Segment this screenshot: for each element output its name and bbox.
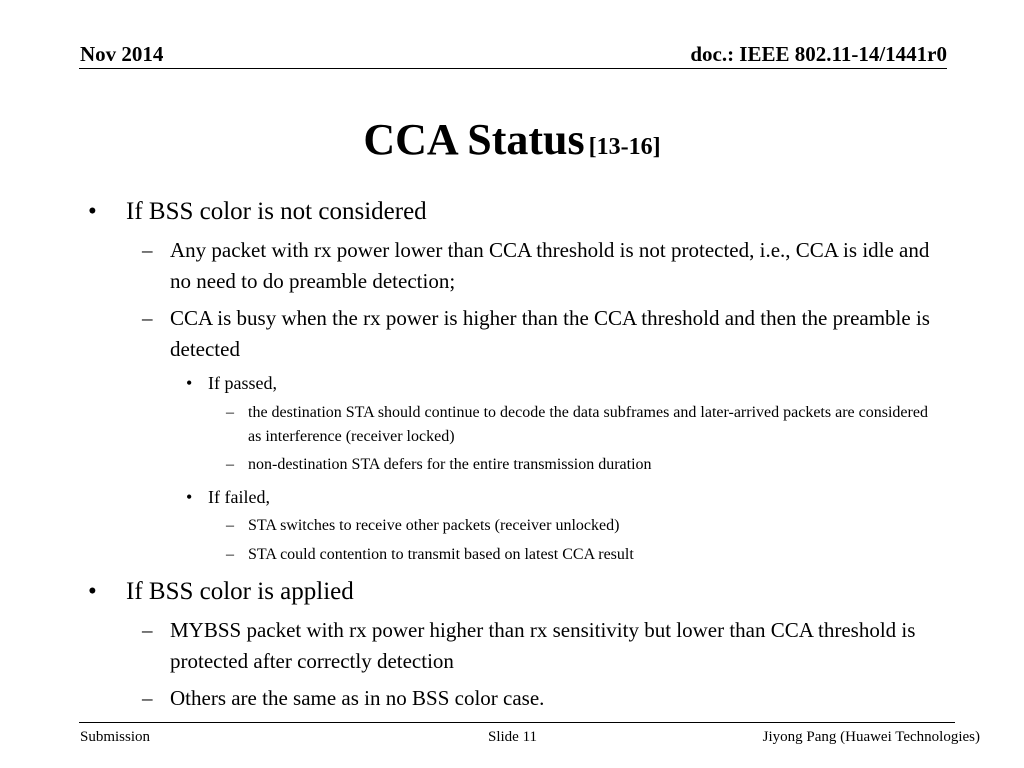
- item-sta-contention: [226, 543, 938, 567]
- dash-marker: –: [226, 517, 234, 534]
- title-reference: [13-16]: [588, 134, 661, 160]
- header-doc-id: doc.: IEEE 802.11-14/1441r0: [690, 42, 947, 66]
- bullet-marker: •: [88, 578, 97, 605]
- sub-bullet-text: Others are the same as in no BSS color case.: [170, 686, 545, 710]
- title-main: CCA Status: [363, 115, 585, 164]
- dash-marker: –: [226, 404, 234, 421]
- bullet-marker: •: [186, 487, 193, 507]
- item-destination-sta: [226, 401, 938, 449]
- sub-bullet-others-same: [142, 683, 940, 714]
- item-text: non-destination STA defers for the entire transmission duration: [248, 456, 652, 473]
- sub-bullet-text: MYBSS packet with rx power higher than rx sensitivity but lower than CCA threshold is protected after correctly detection: [170, 618, 916, 673]
- header-date: Nov 2014: [80, 42, 164, 66]
- sub-bullet-cca-busy: [142, 303, 940, 365]
- item-non-destination-sta: [226, 453, 938, 477]
- item-text: the destination STA should continue to decode the data subframes and later-arrived packets are considered as interference (receiver locked): [248, 404, 928, 445]
- dash-marker: –: [226, 456, 234, 473]
- item-text: STA switches to receive other packets (receiver unlocked): [248, 517, 620, 534]
- dash-marker: –: [142, 618, 153, 642]
- bullet-if-failed: [186, 485, 928, 509]
- slide-title: [0, 110, 1024, 180]
- header-divider: [79, 68, 947, 69]
- footer-slide-number: Slide 11: [488, 729, 538, 745]
- bullet-text: If failed,: [208, 487, 270, 507]
- bullet-bss-color-applied: [88, 577, 926, 607]
- dash-marker: –: [142, 238, 153, 262]
- dash-marker: –: [226, 546, 234, 563]
- item-text: STA could contention to transmit based on latest CCA result: [248, 546, 634, 563]
- dash-marker: –: [142, 306, 153, 330]
- footer-submission: Submission: [80, 729, 151, 745]
- bullet-text: If BSS color is not considered: [126, 198, 427, 225]
- bullet-marker: •: [88, 198, 97, 225]
- bullet-text: If passed,: [208, 373, 277, 393]
- footer-divider: [79, 722, 955, 723]
- sub-bullet-cca-idle: [142, 235, 940, 297]
- bullet-bss-color-not-considered: [88, 197, 926, 227]
- bullet-text: If BSS color is applied: [126, 578, 354, 605]
- sub-bullet-text: CCA is busy when the rx power is higher than the CCA threshold and then the preamble is detected: [170, 306, 930, 361]
- sub-bullet-text: Any packet with rx power lower than CCA threshold is not protected, i.e., CCA is idle and no need to do preamble detection;: [170, 238, 930, 293]
- dash-marker: –: [142, 686, 153, 710]
- sub-bullet-mybss-packet: [142, 615, 940, 677]
- bullet-if-passed: [186, 371, 928, 395]
- footer-author: Jiyong Pang (Huawei Technologies): [762, 729, 980, 745]
- item-sta-switches: [226, 514, 938, 538]
- bullet-marker: •: [186, 373, 193, 393]
